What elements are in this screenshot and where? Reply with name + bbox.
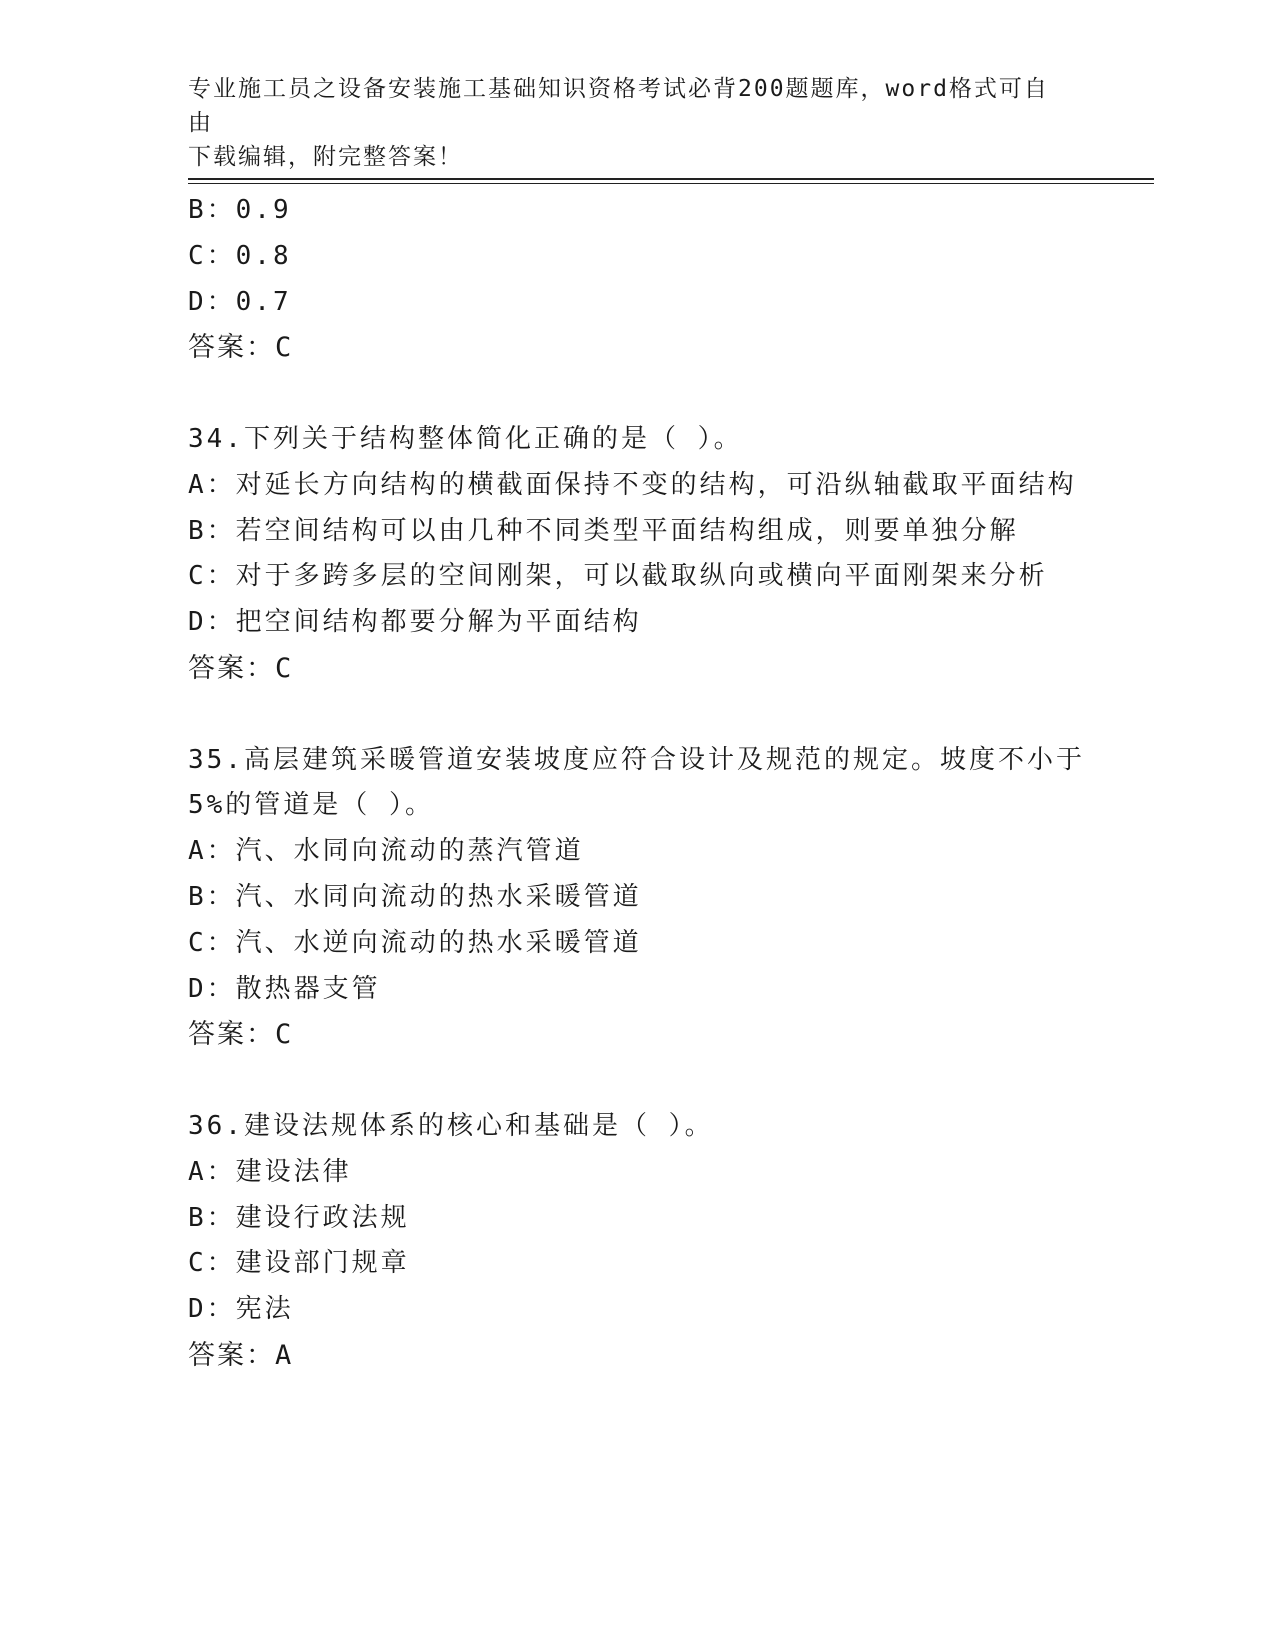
option-a: A：汽、水同向流动的蒸汽管道 (188, 836, 584, 867)
option-c: C：汽、水逆向流动的热水采暖管道 (188, 927, 642, 958)
option-b: B：汽、水同向流动的热水采暖管道 (188, 881, 642, 912)
answer-line: 答案：A (188, 1339, 294, 1371)
spacer (188, 692, 1088, 738)
question-text: 34.下列关于结构整体简化正确的是（ ）。 (188, 423, 743, 454)
question-text: 35.高层建筑采暖管道安装坡度应符合设计及规范的规定。坡度不小于 (188, 744, 1085, 775)
answer-line: 答案：C (188, 1019, 294, 1051)
header-rule-thick (188, 178, 1154, 180)
option-a: A：对延长方向结构的横截面保持不变的结构，可沿纵轴截取平面结构 (188, 469, 1077, 500)
option-c: C：对于多跨多层的空间刚架，可以截取纵向或横向平面刚架来分析 (188, 561, 1048, 592)
option-d: D：宪法 (188, 1294, 294, 1325)
question-34 (188, 417, 1088, 692)
question-text-continued: 5%的管道是（ ）。 (188, 790, 434, 821)
question-text: 36.建设法规体系的核心和基础是（ ）。 (188, 1110, 714, 1141)
option-b: B：建设行政法规 (188, 1202, 410, 1233)
document-body (188, 188, 1088, 1379)
answer-line: 答案：C (188, 652, 294, 684)
option-a: A：建设法律 (188, 1156, 352, 1187)
option-d: D：散热器支管 (188, 973, 381, 1004)
answer-line: 答案：C (188, 332, 294, 364)
option-d: D：0.7 (188, 286, 292, 317)
option-d: D：把空间结构都要分解为平面结构 (188, 607, 642, 638)
spacer (188, 371, 1088, 417)
option-c: C：建设部门规章 (188, 1248, 410, 1279)
option-c: C：0.8 (188, 240, 292, 271)
question-35 (188, 738, 1088, 1059)
option-b: B：若空间结构可以由几种不同类型平面结构组成，则要单独分解 (188, 515, 1019, 546)
spacer (188, 1058, 1088, 1104)
header-line-2: 下载编辑，附完整答案！ (188, 144, 463, 170)
question-33-continuation (188, 188, 1088, 371)
question-36 (188, 1104, 1088, 1379)
document-header (188, 72, 1068, 174)
header-line-1: 专业施工员之设备安装施工基础知识资格考试必背200题题库，word格式可自由 (188, 76, 1049, 136)
header-rule-thin (188, 183, 1154, 184)
option-b: B：0.9 (188, 195, 292, 225)
